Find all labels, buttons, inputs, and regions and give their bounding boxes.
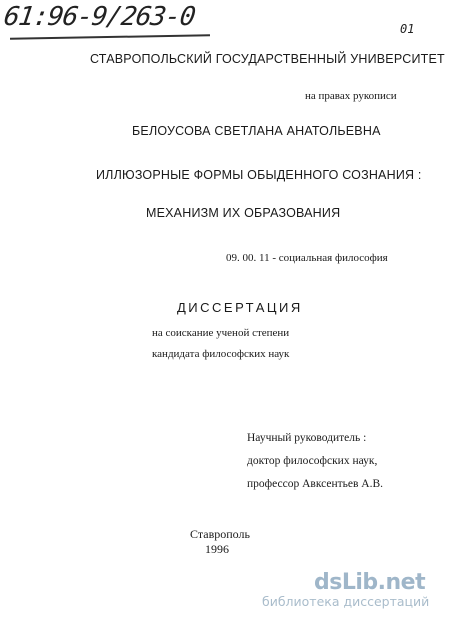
specialty-code: 09. 00. 11 - социальная философия <box>226 252 388 264</box>
degree-line-1: на соискание ученой степени <box>152 327 290 339</box>
handwritten-underline <box>10 34 210 39</box>
supervisor-degree: доктор философских наук, <box>247 455 378 467</box>
handwritten-catalog-code: 61:96-9/263-0 <box>1 2 197 32</box>
degree-line-2: кандидата философских наук <box>152 348 290 360</box>
city: Ставрополь <box>190 527 250 541</box>
document-type: ДИССЕРТАЦИЯ <box>177 300 303 315</box>
supervisor-name: профессор Авксентьев А.В. <box>247 478 384 490</box>
year: 1996 <box>205 542 229 556</box>
thesis-title-line-1: ИЛЛЮЗОРНЫЕ ФОРМЫ ОБЫДЕННОГО СОЗНАНИЯ : <box>96 168 422 182</box>
author-name: БЕЛОУСОВА СВЕТЛАНА АНАТОЛЬЕВНА <box>132 124 381 138</box>
supervisor-heading: Научный руководитель : <box>247 432 367 444</box>
sheet-number: 01 <box>400 22 415 36</box>
thesis-title-line-2: МЕХАНИЗМ ИХ ОБРАЗОВАНИЯ <box>146 206 341 220</box>
watermark-subtitle: библиотека диссертаций <box>262 594 430 609</box>
manuscript-rights-note: на правах рукописи <box>305 90 397 102</box>
watermark-logo: dsLib.net <box>314 570 426 595</box>
dslib-watermark <box>262 570 442 614</box>
university-name: СТАВРОПОЛЬСКИЙ ГОСУДАРСТВЕННЫЙ УНИВЕРСИТЕТ <box>90 52 445 66</box>
